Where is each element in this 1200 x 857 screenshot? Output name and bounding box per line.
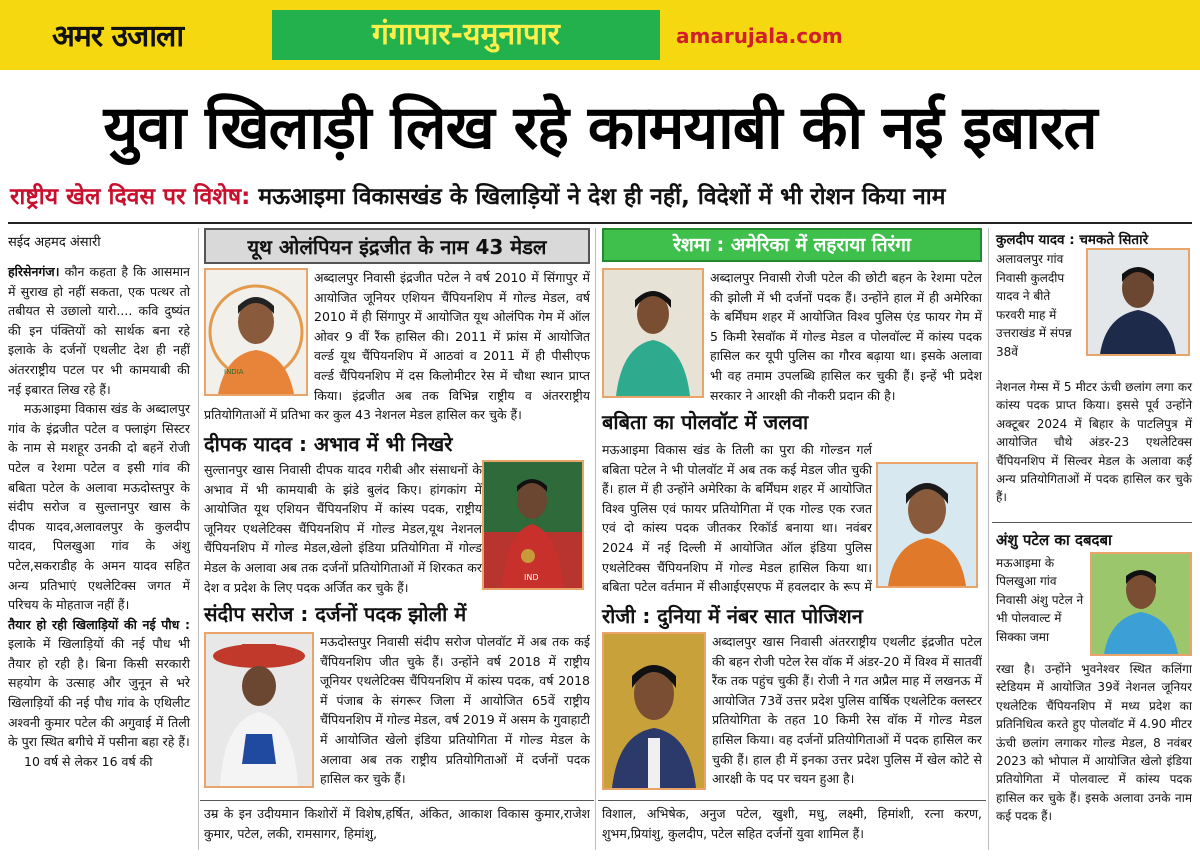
- sandeep-heading: संदीप सरोज : दर्जनों पदक झोली में: [204, 602, 467, 626]
- anshu-heading: अंशु पटेल का दबदबा: [996, 531, 1112, 549]
- column-divider: [988, 228, 989, 850]
- portrait-icon: [206, 634, 312, 786]
- babita-body: मऊआइमा विकास खंड के तिली का पुरा की गोल्डन गर्ल बबिता पटेल ने भी पोलवॉट में अब तक कई मेडल जीत चुकी हैं। हाल में ही उन्होंने अमेरिका के बर्मिंघम शहर में आयोजित विश्व पुलिस एवं फायर प्रतियोगिता में एक गोल्ड एक रजत एवं दो कांस्य पदक जीतकर रिकॉर्ड बनाया था। नवंबर 2024 में नई दिल्ली में आयोजित ऑल इंडिया पुलिस एथलेटिक्स चैंपियनशिप में गोल्ड मेडल हासिल किया था। बबिता पटेल वर्तमान में सीआईएसएफ में हवलदार के रूप में: [602, 442, 872, 595]
- kuldeep-text-narrow: अलावलपुर गांव निवासी कुलदीप यादव ने बीते फरवरी माह में उत्तराखंड में संपन्न 38वें: [996, 252, 1072, 359]
- deepak-heading: दीपक यादव : अभाव में भी निखरे: [204, 432, 453, 456]
- sandeep-body: मऊदोस्तपुर निवासी संदीप सरोज पोलवॉट में अब तक कई चैंपियनशिप जीत चुके हैं। उन्होंने वर्ष 2018 में राष्ट्रीय जूनियर एथलेटिक्स चैंपियनशिप में कांस्य पदक, वर्ष 2018 में पंजाब के संगरूर जिला में आयोजित 65वें राष्ट्रीय चैंपियनशिप में गोल्ड मेडल, वर्ष 2019 में असम के गुवाहाटी में आयोजित खेलो इंडिया प्रतियोगिता में गोल्ड मेडल के अलावा अब तक राष्ट्रीय प्रतियोगिताओं में दर्जनों पदक हासिल कर चुके हैं।: [320, 634, 590, 787]
- dateline: हरिसेनगंज।: [8, 264, 60, 279]
- reshma-heading: रेशमा : अमेरिका में लहराया तिरंगा: [602, 228, 982, 262]
- byline: सईद अहमद अंसारी: [8, 235, 101, 250]
- portrait-icon: [1088, 250, 1188, 354]
- babita-photo: [876, 462, 978, 588]
- reshma-photo: [602, 268, 704, 398]
- villages-paragraph: मऊआइमा विकास खंड के अब्दालपुर गांव के इंद्रजीत पटेल व फ्लाइंग सिस्टर के नाम से मशहूर उनकी दो बहनें रोजी पटेल व रेशमा पटेल व इसी गांव की बबिता पटेल के अलावा मऊदोस्तपुर के संदीप सरोज व सुल्तानपुर खास के दीपक यादव,अलावलपुर के कुलदीप यादव, पिलखुआ गांव के अंशु पटेल,सकराडीह के अमन यादव सहित अन्य प्रतिभाएं एथलेटिक्स जगत में परिचय के मोहताज नहीं हैं।: [8, 401, 190, 613]
- age-paragraph: 10 वर्ष से लेकर 16 वर्ष की: [24, 753, 153, 769]
- deepak-photo: [482, 460, 584, 590]
- bib-text: IND: [524, 573, 539, 582]
- names-continued-right: विशाल, अभिषेक, अनुज पटेल, खुशी, मधु, लक्ष्मी, हिमांशी, रत्ना करण, शुभम,प्रियांशु, कुलदीप, पटेल सहित दर्जनों युवा शामिल हैं।: [602, 806, 982, 841]
- babita-heading: बबिता का पोलवॉट में जलवा: [602, 410, 809, 434]
- portrait-icon: [1092, 554, 1190, 654]
- kuldeep-heading: कुलदीप यादव : चमकते सितारे: [996, 232, 1149, 248]
- portrait-icon: [604, 634, 704, 788]
- portrait-icon: [484, 462, 582, 588]
- sandeep-photo: [204, 632, 314, 788]
- section-title: गंगापार-यमुनापार: [272, 10, 660, 60]
- reshma-article: [710, 268, 982, 402]
- names-continued-mid: उम्र के इन उदीयमान किशोरों में विशेष,हर्षित, अंकित, आकाश विकास कुमार,राजेश कुमार, पटेल, लकी, रामसागर, हिमांशु,: [204, 806, 590, 841]
- top-rule: [8, 222, 1192, 224]
- subhead-text: मऊआइमा विकासखंड के खिलाड़ियों ने देश ही नहीं, विदेशों में भी रोशन किया नाम: [258, 184, 946, 210]
- portrait-icon: [604, 270, 702, 396]
- column-divider: [198, 228, 199, 850]
- column-divider: [595, 228, 596, 850]
- anshu-photo: [1090, 552, 1192, 656]
- rozy-photo: [602, 632, 706, 790]
- rozy-body: अब्दालपुर खास निवासी अंतरराष्ट्रीय एथलीट इंद्रजीत पटेल की बहन रोजी पटेल रेस वॉक में अंडर-20 में विश्व में सातवीं रैंक तक पहुंच चुकी हैं। रोजी ने गत अप्रैल माह में लखनऊ में आयोजित 73वें उत्तर प्रदेश पुलिस वार्षिक एथलेटिक क्लस्टर प्रतियोगिता के तहत 10 किमी रेस वॉक में गोल्ड मेडल हासिल किया। वह दर्जनों प्रतियोगिताओं में पदक हासिल कर चुकी हैं। हाल ही में इनका उत्तर प्रदेश पुलिस में खेल कोटे से आरक्षी के पद पर चयन हुआ है।: [712, 634, 982, 787]
- bottom-rule: [598, 800, 986, 801]
- main-headline: युवा खिलाड़ी लिख रहे कामयाबी की नई इबारत: [103, 93, 1097, 163]
- section-rule: [992, 522, 1192, 523]
- subsection-heading: तैयार हो रही खिलाड़ियों की नई पौध :: [8, 616, 190, 632]
- subhead-kicker: राष्ट्रीय खेल दिवस पर विशेष:: [10, 184, 251, 210]
- subheadline: [10, 178, 1190, 216]
- intro-paragraph: कौन कहता है कि आसमान में सुराख हो नहीं सकता, एक पत्थर तो तबीयत से उछालो यारो.... कवि दुष्यंत की इन पंक्तियों को सार्थक बना रहे इलाके के दर्जनों एथलीट देश ही नहीं अंतरराष्ट्रीय पटल पर भी कामयाबी की नई इबारत लिख रहे हैं।: [8, 264, 190, 397]
- anshu-text-wide: रखा है। उन्होंने भुवनेश्वर स्थित कलिंगा स्टेडियम में आयोजित 39वें नेशनल जूनियर एथलेटिक चैंपियनशिप में मध्य प्रदेश का प्रतिनिधित्व करते हुए पोलवॉट में 4.90 मीटर ऊंची छलांग लगाकर गोल्ड मेडल, 8 नवंबर 2023 को भोपाल में आयोजित खेलो इंडिया प्रतियोगिता में पोलवाल्ट में कांस्य पदक हासिल कर चुके हैं। इसके अलावा उनके नाम कई पदक हैं।: [996, 662, 1192, 824]
- rozy-heading: रोजी : दुनिया में नंबर सात पोजिशन: [602, 604, 863, 628]
- indrajeet-body: अब्दालपुर निवासी इंद्रजीत पटेल ने वर्ष 2010 में सिंगापुर में आयोजित जूनियर एशियन चैंपियनशिप में गोल्ड मेडल, वर्ष 2010 में ही सिंगापुर में आयोजित यूथ ओलंपिक गेम में ऑल ओवर 9 वीं रैंक हासिल की। 2011 में फ्रांस में आयोजित वर्ल्ड यूथ चैंपियनशिप में आठवां व 2011 में ही पीसीएफ वर्ल्ड चैंपियनशिप में दस किलोमीटर रेस में चौथा स्थान प्राप्त किया। इंद्रजीत अब तक विभिन्न राष्ट्रीय व अंतरराष्ट्रीय प्रतियोगिताओं में प्रतिभा कर कुल 43 नेशनल मेडल हासिल कर चुके हैं।: [204, 270, 590, 423]
- reshma-body: अब्दालपुर निवासी रोजी पटेल की छोटी बहन के रेशमा पटेल की झोली में भी दर्जनों पदक हैं। उन्होंने हाल में ही अमेरिका के बर्मिंघम शहर में आयोजित विश्व पुलिस एंड फायर गेम में 5 किमी रेसवॉक में गोल्ड मेडल व पोलवॉल्ट में कांस्य पदक हासिल कर यूपी पुलिस का गौरव बढ़ाया था। इसके अलावा भी वह तमाम उपलब्धि हासिल कर चुकी हैं। इन्हें भी प्रदेश सरकार ने आरक्षी की नौकरी प्रदान की है।: [710, 270, 982, 402]
- indrajeet-article: [204, 268, 590, 426]
- anshu-text-narrow: मऊआइमा के पिलखुआ गांव निवासी अंशु पटेल ने भी पोलवाल्ट में सिक्का जमा: [996, 556, 1084, 644]
- indrajeet-heading: यूथ ओलंपियन इंद्रजीत के नाम 43 मेडल: [204, 228, 590, 264]
- new-crop-paragraph: इलाके में खिलाड़ियों की नई पौध भी तैयार हो रही है। बिना किसी सरकारी सहयोग के उत्साह और जुनून से भरे खिलाड़ियों की नई पौध गांव के एथिलीट अश्वनी कुमार पटेल की अगुवाई में तिली के पुरा स्थित बगीचे में पसीना बहा रहे हैं।: [8, 636, 190, 750]
- rozy-article: [712, 632, 982, 794]
- intro-column: [8, 262, 190, 771]
- bottom-rule: [200, 800, 594, 801]
- deepak-body: सुल्तानपुर खास निवासी दीपक यादव गरीबी और संसाधनों के अभाव में भी कामयाबी के झंडे बुलंद किए। हांगकांग में आयोजित यूथ एशियन चैंपियनशिप में कांस्य पदक, राष्ट्रीय जूनियर एथलेटिक्स चैंपियनशिप में गोल्ड मेडल,यूथ नेशनल चैंपियनशिप में गोल्ड मेडल,खेलो इंडिया प्रतियोगिता में गोल्ड मेडल के अलावा अब तक दर्जनों प्रतियोगिताओं में शिरकत कर देश व प्रदेश के लिए पदक अर्जित कर चुके हैं।: [204, 462, 482, 595]
- portrait-icon: [878, 464, 976, 586]
- sandeep-article: [320, 632, 590, 792]
- newspaper-logo[interactable]: अमर उजाला: [52, 19, 184, 54]
- kuldeep-photo: [1086, 248, 1190, 356]
- kuldeep-text-wide: नेशनल गेम्स में 5 मीटर ऊंची छलांग लगा कर कांस्य पदक प्राप्त किया। इससे पूर्व उन्होंने अक्टूबर 2024 में बिहार के पाटलिपुत्र में आयोजित चौथे अंडर-23 एथलेटिक्स चैंपियनशिप में सिल्वर मेडल के अलावा कई अन्य प्रतियोगिताओं में पदक हासिल कर चुके हैं।: [996, 380, 1192, 505]
- site-url[interactable]: amarujala.com: [676, 24, 843, 48]
- photo-caption: INDIA: [224, 368, 244, 376]
